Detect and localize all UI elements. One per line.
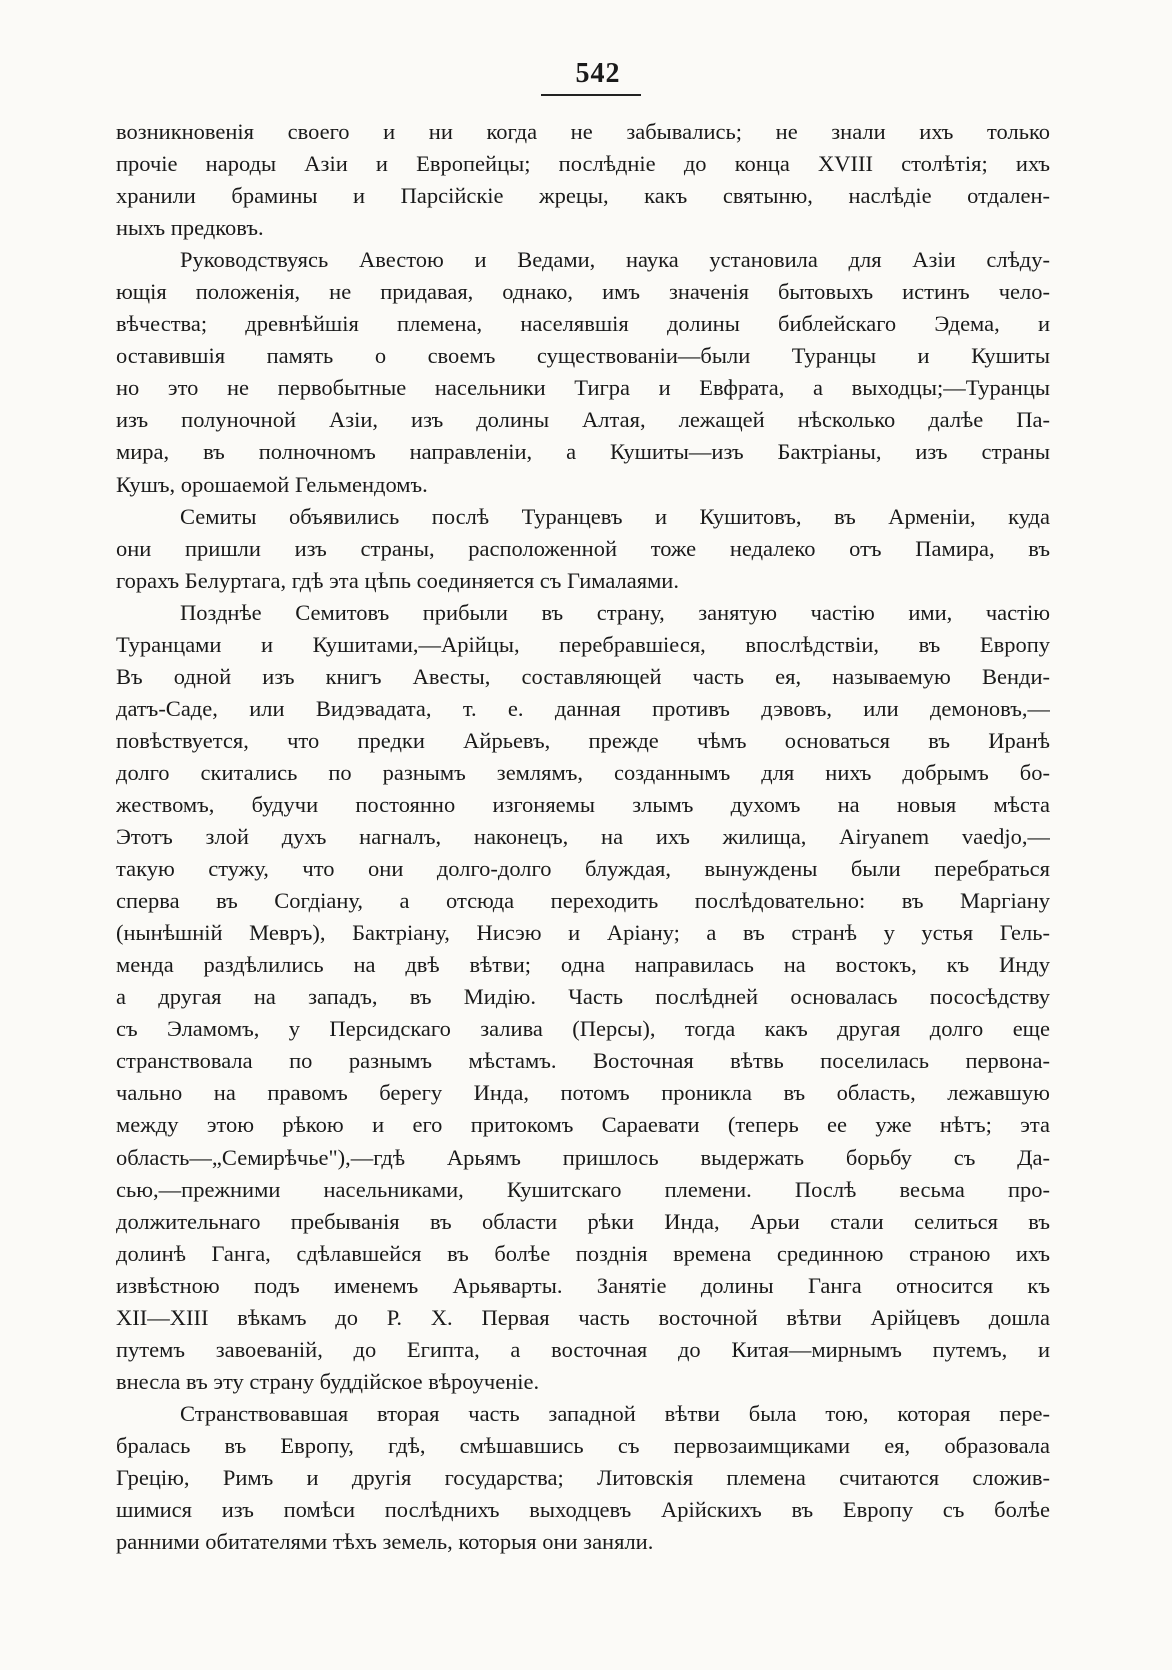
text-line: Туранцами и Кушитами,—Арійцы, перебравшіеся, впослѣдствіи, въ Европу <box>116 631 1050 657</box>
text-line: повѣствуется, что предки Айрьевъ, прежде чѣмъ основаться въ Иранѣ <box>116 727 1050 753</box>
body-text <box>116 116 1050 1558</box>
text-line: прочіе народы Азіи и Европейцы; послѣдніе до конца XVIII столѣтія; ихъ <box>116 151 1050 177</box>
text-line: шимися изъ помѣси послѣднихъ выходцевъ Арійскихъ въ Европу съ болѣе <box>116 1497 1050 1523</box>
text-line: изъ полуночной Азіи, изъ долины Алтая, лежащей нѣсколько далѣе Па- <box>116 407 1050 433</box>
text-line: внесла въ эту страну буддійское вѣроученіе. <box>116 1368 540 1394</box>
text-line: съ Эламомъ, у Персидскаго залива (Персы), тогда какъ другая долго еще <box>116 1016 1050 1042</box>
text-line: возникновенія своего и ни когда не забывались; не знали ихъ только <box>116 119 1050 144</box>
text-line: ющія положенія, не придавая, однако, имъ значенія бытовыхъ истинъ чело- <box>116 279 1050 305</box>
text-line: мира, въ полночномъ направленіи, а Кушиты—изъ Бактріаны, изъ страны <box>116 439 1050 465</box>
text-line: сью,—прежними насельниками, Кушитскаго племени. Послѣ весьма про- <box>116 1176 1050 1202</box>
text-line: область—„Семирѣчье"),—гдѣ Арьямъ пришлось выдержать борьбу съ Да- <box>116 1144 1050 1170</box>
text-line: Руководствуясь Авестою и Ведами, наука установила для Азіи слѣду- <box>180 247 1050 273</box>
text-line: хранили брамины и Парсійскіе жрецы, какъ святыню, наслѣдіе отдален- <box>116 183 1050 209</box>
text-line: менда раздѣлились на двѣ вѣтви; одна направилась на востокъ, къ Инду <box>116 952 1050 978</box>
text-line: между этою рѣкою и его притокомъ Сараевати (теперь ее уже нѣтъ; эта <box>116 1112 1050 1138</box>
text-line: вѣчества; древнѣйшія племена, населявшія долины библейскаго Эдема, и <box>116 311 1050 337</box>
header-rule <box>541 94 641 96</box>
text-line: Въ одной изъ книгъ Авесты, составляющей часть ея, называемую Венди- <box>116 663 1050 689</box>
text-line: должительнаго пребыванія въ области рѣки Инда, Арьи стали селиться въ <box>116 1208 1050 1234</box>
text-line: а другая на западъ, въ Мидію. Часть послѣдней основалась пососѣдству <box>116 984 1050 1010</box>
text-line: долго скитались по разнымъ землямъ, созданнымъ для нихъ добрымъ бо- <box>116 759 1050 785</box>
text-line: датъ-Саде, или Видэвадата, т. е. данная противъ дэвовъ, или демоновъ,— <box>116 695 1050 721</box>
text-line: оставившія память о своемъ существованіи—были Туранцы и Кушиты <box>116 343 1050 369</box>
paragraph <box>116 1398 1050 1558</box>
text-line: чально на правомъ берегу Инда, потомъ проникла въ область, лежавшую <box>116 1080 1050 1106</box>
text-line: бралась въ Европу, гдѣ, смѣшавшись съ первозаимщиками ея, образовала <box>116 1432 1050 1458</box>
text-line: но это не первобытные насельники Тигра и Евфрата, а выходцы;—Туранцы <box>116 375 1050 401</box>
paragraph <box>116 116 1050 244</box>
text-line: странствовала по разнымъ мѣстамъ. Восточная вѣтвь поселилась первона- <box>116 1048 1050 1074</box>
text-line: ранними обитателями тѣхъ земель, которыя они заняли. <box>116 1529 654 1555</box>
text-line: Этотъ злой духъ нагналъ, наконецъ, на ихъ жилища, Airyanem vaedjo,— <box>116 824 1050 850</box>
paragraph <box>116 597 1050 1398</box>
page-number: 542 <box>575 58 621 89</box>
text-line: Странствовавшая вторая часть западной вѣтви была тою, которая пере- <box>180 1400 1050 1426</box>
document-page <box>116 58 1050 1558</box>
text-line: такую стужу, что они долго-долго блуждая, вынуждены были перебраться <box>116 856 1050 882</box>
text-line: Грецію, Римъ и другія государства; Литовскія племена считаются сложив- <box>116 1464 1050 1490</box>
paragraph <box>116 244 1050 500</box>
paragraph <box>116 501 1050 597</box>
text-line: ныхъ предковъ. <box>116 215 264 241</box>
text-line: (нынѣшній Мевръ), Бактріану, Нисэю и Аріану; а въ странѣ у устья Гель- <box>116 920 1050 946</box>
text-line: сперва въ Согдіану, а отсюда переходить послѣдовательно: въ Маргіану <box>116 888 1050 914</box>
text-line: извѣстною подъ именемъ Арьяварты. Занятіе долины Ганга относится къ <box>116 1272 1050 1298</box>
text-line: Позднѣе Семитовъ прибыли въ страну, занятую частію ими, частію <box>180 599 1050 625</box>
text-line: путемъ завоеваній, до Египта, а восточная до Китая—мирнымъ путемъ, и <box>116 1336 1050 1362</box>
text-line: они пришли изъ страны, расположенной тоже недалеко отъ Памира, въ <box>116 535 1050 561</box>
text-line: Кушъ, орошаемой Гельмендомъ. <box>116 471 428 497</box>
text-line: Семиты объявились послѣ Туранцевъ и Кушитовъ, въ Арменіи, куда <box>180 503 1050 529</box>
text-line: жествомъ, будучи постоянно изгоняемы злымъ духомъ на новыя мѣста <box>116 791 1050 817</box>
text-line: горахъ Белуртага, гдѣ эта цѣпь соединяется съ Гималаями. <box>116 567 679 593</box>
text-line: долинѣ Ганга, сдѣлавшейся въ болѣе позднія времена срединною страною ихъ <box>116 1240 1050 1266</box>
text-line: XII—XIII вѣкамъ до Р. Х. Первая часть восточной вѣтви Арійцевъ дошла <box>116 1304 1050 1330</box>
